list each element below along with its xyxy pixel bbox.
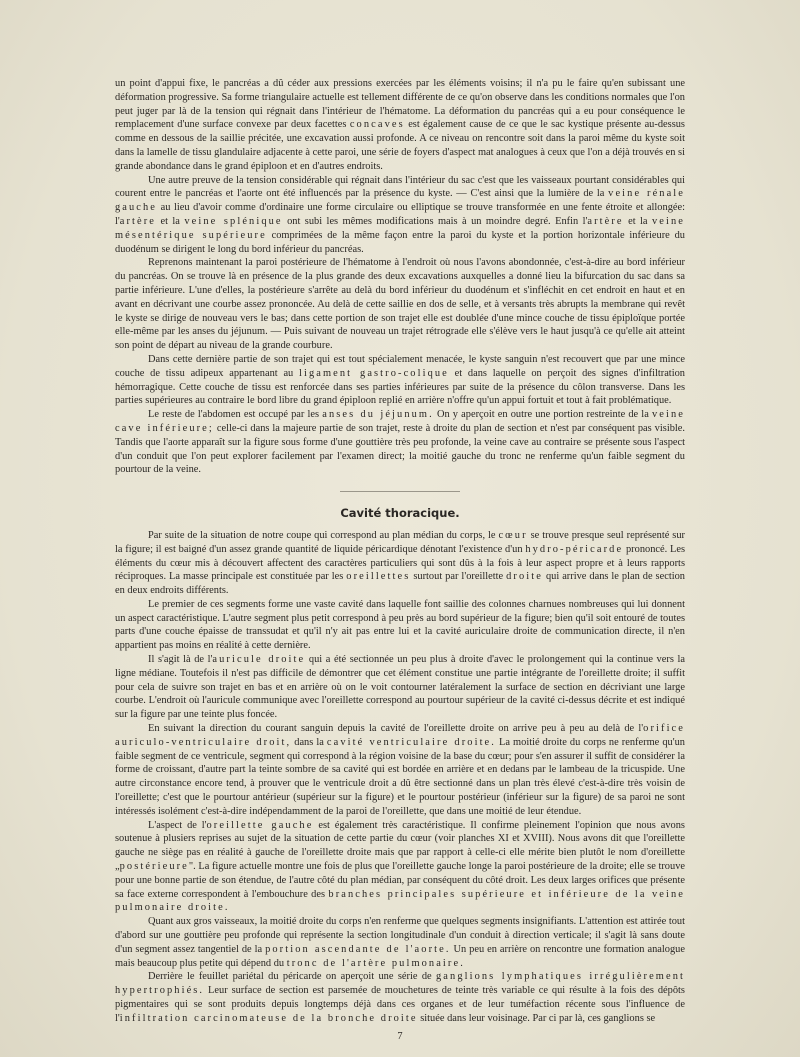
paragraph: Il s'agit là de l'auricule droite qui a été sectionnée un peu plus à droite d'avec le prolongement qui la continue vers la ligne médiane. Toutefois il n'est pas difficile de démontrer que cet élément constitue une partie intégrante de l'oreillette droite; il suffit pour cela de suivre son trajet en bas et en arrière où on le voit contourner latéralement la surface de section en décriviant une large courbe. L'endroit où l'auricule communique avec l'oreillette correspond au pourtour supérieur de la cavité ci-dessus décrite et est indiqué sur la figure par une teinte plus foncée. (115, 654, 685, 721)
paragraph: Quant aux gros vaisseaux, la moitié droite du corps n'en renferme que quelques segments insignifiants. L'attention est attirée tout d'abord sur une gouttière peu profonde qui représente la section longitudinale d'un conduit à direction verticale; il s'agit là sans doute d'un segment assez tangentiel de la portion ascendante de l'aorte. Un peu en arrière on rencontre une formation analogue mais beaucoup plus petite qui dépend du tronc de l'artère pulmonaire. (115, 916, 685, 969)
paragraph: Reprenons maintenant la paroi postérieure de l'hématome à l'endroit où nous l'avons abondonnée, c'est-à-dire au bord inférieur du pancréas. On se trouve là en présence de la plus grande des deux excavations auxquelles a donné lieu la bifurcation du sac dans sa partie inférieure. L'une d'elles, la postérieure s'arrête au delà du bord inférieur du duodénum et s'infléchit en cet endroit en haut et en avant en décrivant une courbe assez prononcée. Au delà de cette saillie en dos de selle, et à versants très abrupts la membrane qui revêt le kyste se dirige de nouveau vers le bas; dans cette portion de son trajet elle est doublée d'une mince couche de tissu épiploïque portée elle-même par les anses du jéjunum. — Puis suivant de nouveau un trajet rétrograde elle s'élève vers le haut jusqu'à ce qu'elle ait atteint son point de départ au niveau de la grande courbure. (115, 257, 685, 352)
page-number: 7 (397, 1030, 403, 1042)
paragraph: Par suite de la situation de notre coupe qui correspond au plan médian du corps, le cœur se trouve presque seul représenté sur la figure; il est baigné d'un assez grande quantité de liquide péricardique dénotant l'existence d'un hydro-péricarde prononcé. Les éléments du cœur mis à découvert affectent des caractères particuliers qui sont dûs à la fois à leur aspect propre et à leurs rapports réciproques. La masse principale est constituée par les oreillettes surtout par l'oreillette droite qui arrive dans le plan de section en deux endroits différents. (115, 529, 686, 597)
paragraph: L'aspect de l'oreillette gauche est également très caractéristique. Il confirme pleinement l'opinion que nous avons soutenue à plusiers reprises au sujet de la situation de cette partie du cœur (voir planches XI et XVIII). Nous avons dit que l'oreillette gauche ne siège pas en réalité à gauche de l'oreillette droite mais que par rapport à celle-ci elle mérite bien plutôt le nom d'oreillette „postérieure". La figure actuelle montre une fois de plus que l'oreillette gauche longe la paroi postérieure de la droite; elle se trouve pour une bonne partie de son étendue, de l'autre côté du plan médian, par conséquent du côté droit. Les deux larges orifices que présente sa face externe correspondent à l'embouchure des branches principales supérieure et inférieure de la veine pulmonaire droite. (115, 819, 686, 914)
paragraph: Une autre preuve de la tension considérable qui régnait dans l'intérieur du sac c'est que les vaisseaux pourtant considérables qui courent entre le pancréas et l'aorte ont été influencés par la présence du kyste. — C'est ainsi que la lumière de la veine rénale gauche au lieu d'avoir comme d'ordinaire une forme circulaire ou elliptique se trouve transformée en une fente étroite et allongée: l'artère et la veine splénique ont subi les mêmes modifications mais à un moindre degré. Enfin l'artère et la veine mésentérique supérieure comprimées de la même façon entre la paroi du kyste et la portion horizontale inférieure du duodénum se dirigent le long du bord inférieur du pancréas. (115, 174, 685, 255)
paragraph: Le reste de l'abdomen est occupé par les anses du jéjunum. On y aperçoit en outre une portion restreinte de la veine cave inférieure; celle-ci dans la majeure partie de son trajet, reste à droite du plan de section et n'est par conséquent pas visible. Tandis que l'aorte apparaît sur la figure sous forme d'une gouttière très peu profonde, la veine cave au contraire se présente sous l'aspect d'un conduit que l'on peut explorer facilement par l'examen direct; la moitié gauche du tronc ne renferme qu'un faible segment du pourtour de la veine. (115, 409, 685, 476)
paragraph: Derrière le feuillet pariétal du péricarde on aperçoit une série de ganglions lymphatiques irrégulièrement hypertrophiés. Leur surface de section est parsemée de mouchetures de teinte très variable ce qui résulte à la fois des dépôts pigmentaires qui se sont produits depuis longtemps déjà dans ces organes et de leur tuméfaction récente sous l'influence de l'infiltration carcinomateuse de la bronche droite située dans leur voisinage. Par ci par là, ces ganglions se (115, 971, 685, 1024)
section-divider (340, 491, 460, 493)
paragraph: En suivant la direction du courant sanguin depuis la cavité de l'oreillette droite on arrive peu à peu au delà de l'orifice auriculo-ventriculaire droit, dans la cavité ventriculaire droite. La moitié droite du corps ne renferme qu'un faible segment de ce ventricule, segment qui correspond à la région voisine de la base du cœur; pour s'en assurer il suffit de considérer la forme de croissant, d'autre part la teinte sombre de sa cavité qui est bordée en arrière et en dedans par le lambeau de la tricuspide. Une autre circonstance encore tend, à prouver que le ventricule droit a dû être sectionné dans un plan très élevé c'est-à-dire très voisin de l'oreillette; c'est que le pourtour antérieur (supérieur sur la figure) et le pourtour postérieur (inférieur sur la figure) de sa paroi ne sont intéressés isolément c'est-à-dire indépendamment de la paroi de l'oreillette, que dans une moitié de leur étendue. (115, 723, 685, 817)
paragraph: Le premier de ces segments forme une vaste cavité dans laquelle font saillie des colonnes charnues nombreuses qui lui donnent un aspect caractéristique. L'autre segment plus petit correspond à peu près au bord supérieur de la figure; bien qu'il soit entouré de toutes parts d'une couche épaisse de transsudat et qu'il n'y ait pas entre lui et la cavité auriculaire droite de communication directe, il n'en appartient pas moins en réalité à cette dernière. (115, 598, 685, 652)
text-column (115, 77, 685, 1043)
paragraph: Dans cette dernière partie de son trajet qui est tout spécialement menacée, le kyste sanguin n'est recouvert que par une mince couche de tissu adipeux appartenant au ligament gastro-colique et dans laquelle on perçoit des signes d'infiltration hémorragique. Cette couche de tissu est renforcée dans ses parties inférieures par suite de la présence du côlon transverse. Dans les parties supérieures au contraire le bord libre du grand épiploon replié en arrière n'offre qu'un appui fortuit et tout à fait problématique. (115, 353, 685, 407)
paragraph: un point d'appui fixe, le pancréas a dû céder aux pressions exercées par les éléments voisins; il n'a pu le faire qu'en subissant une déformation progressive. Sa forme triangulaire actuelle est tellement différente de ce qu'on observe dans les conditions normales que l'on peut juger par là de la tension qui régnait dans l'intérieur de l'hématome. La déformation du pancréas qui a eu pour conséquence le remplacement d'une surface convexe par deux facettes concaves est également cause de ce que le sac kystique présente au-dessus comme en dessous de la saillie précitée, une excavation aussi profonde. A ce niveau on rencontre soit dans la paroi même du kyste soit dans la lamelle de tissu glandulaire adjacente à cette paroi, une série de foyers d'aspect mat analogues à ceux que l'on a déjà trouvés en si grande abondance dans le grand épiploon et en d'autres endroits. (115, 78, 685, 172)
section-heading: Cavité thoracique. (340, 506, 460, 521)
